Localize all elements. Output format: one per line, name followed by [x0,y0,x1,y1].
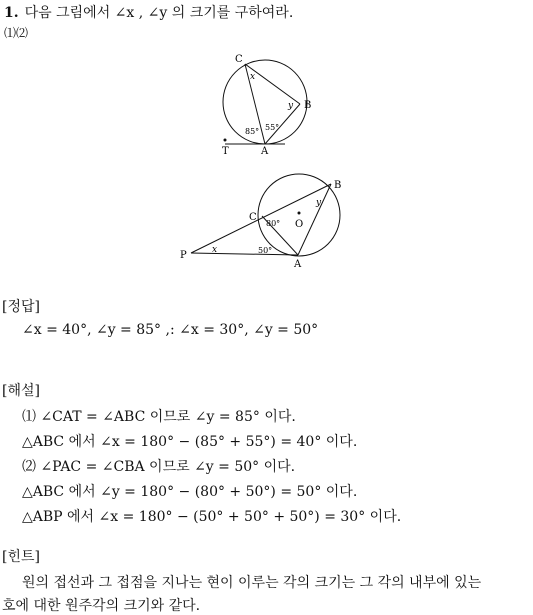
hint-line-2: 호에 대한 원주각의 크기와 같다. [2,598,201,614]
label-t: T [222,146,229,157]
circle-2 [258,174,340,256]
explanation-line-1: ⑴ ∠CAT = ∠ABC 이므로 ∠y = 85° 이다. [22,409,296,425]
label-a: A [261,146,269,157]
label-x: x [250,72,256,82]
question-number: 1. [4,5,19,21]
label-angle-80: 80° [266,219,281,228]
label-y: y [316,198,322,208]
tangent-pa [191,253,298,255]
hint-heading: [힌트] [2,549,40,565]
label-angle-55: 55° [265,123,280,132]
figure-1-circle-tangent [215,52,315,157]
label-b: B [304,100,312,111]
answer-text: ∠x = 40°, ∠y = 85° ,: ∠x = 30°, ∠y = 50° [22,322,319,338]
explanation-line-3: ⑵ ∠PAC = ∠CBA 이므로 ∠y = 50° 이다. [22,459,296,475]
point-t-dot [224,139,227,142]
question [4,2,293,22]
label-x: x [212,245,218,255]
explanation-line-5: △ABP 에서 ∠x = 180° − (50° + 50° + 50°) = 30° 이다. [22,509,402,525]
label-b: B [334,180,342,191]
answer-heading: [정답] [2,299,40,315]
label-c: C [249,212,257,223]
question-text: 다음 그림에서 ∠x , ∠y 의 크기를 구하여라. [24,5,294,21]
explanation-heading: [해설] [2,383,40,399]
subpart-markers: ⑴⑵ [4,26,29,40]
explanation-line-4: △ABC 에서 ∠y = 180° − (80° + 50°) = 50° 이다. [22,484,358,500]
center-o-dot [298,212,301,215]
label-angle-85: 85° [245,127,260,136]
label-y: y [288,101,294,111]
label-o: O [295,219,304,230]
label-a: A [294,259,302,270]
label-angle-50: 50° [258,246,273,255]
figure-2-circle-secant [176,171,356,271]
label-p: P [180,250,187,261]
explanation-line-2: △ABC 에서 ∠x = 180° − (85° + 55°) = 40° 이다. [22,434,358,450]
hint-line-1: 원의 접선과 그 접점을 지나는 현이 이루는 각의 크기는 그 각의 내부에 있는 [22,575,482,591]
label-c: C [235,54,243,65]
secant-pcb [191,184,331,253]
